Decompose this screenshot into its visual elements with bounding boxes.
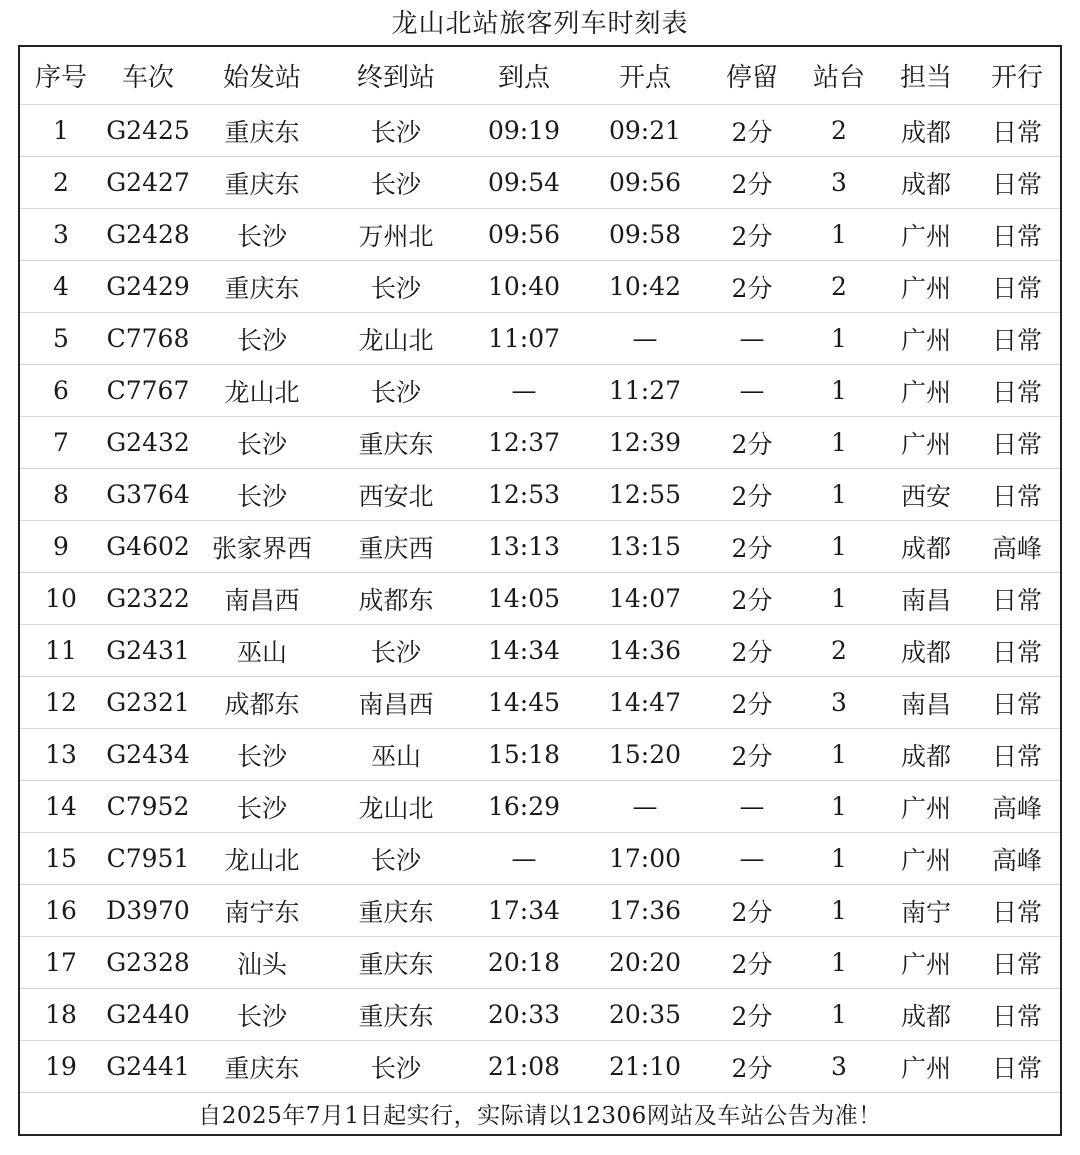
cell-platform: 1 [800, 313, 878, 365]
cell-train-no: G2425 [102, 105, 194, 157]
cell-platform: 1 [800, 781, 878, 833]
cell-origin: 巫山 [194, 625, 330, 677]
col-header-index: 序号 [20, 47, 102, 105]
cell-operator: 广州 [900, 1053, 951, 1083]
cell-destination: 长沙 [330, 365, 462, 417]
cell-index: 3 [20, 209, 102, 261]
table-row [20, 625, 1060, 677]
cell-arrival: 14:45 [462, 677, 586, 729]
cell-service: 高峰 [974, 781, 1060, 833]
cell-index: 17 [20, 937, 102, 989]
cell-service: 日常 [974, 989, 1060, 1041]
cell-stop: — [704, 313, 800, 365]
cell-departure: 10:42 [586, 261, 704, 313]
cell-destination: 长沙 [330, 833, 462, 885]
cell-arrival: 10:40 [462, 261, 586, 313]
cell-origin: 重庆东 [194, 157, 330, 209]
cell-train-no: G2432 [102, 417, 194, 469]
cell-operator: 广州 [878, 417, 974, 469]
cell-origin: 龙山北 [194, 365, 330, 417]
cell-departure: 12:39 [586, 417, 704, 469]
cell-stop: 2分 [704, 469, 800, 521]
cell-origin: 重庆东 [194, 261, 330, 313]
cell-operator: 成都 [878, 157, 974, 209]
cell-destination: 万州北 [330, 209, 462, 261]
cell-train-no: C7767 [102, 365, 194, 417]
cell-operator: 成都 [878, 105, 974, 157]
cell-operator: 西安 [878, 469, 974, 521]
cell-destination: 重庆东 [330, 989, 462, 1041]
cell-departure: 17:36 [586, 885, 704, 937]
cell-stop: — [704, 833, 800, 885]
cell-origin: 南宁东 [194, 885, 330, 937]
cell-origin: 长沙 [194, 469, 330, 521]
cell-stop: — [704, 781, 800, 833]
cell-arrival: 17:34 [462, 885, 586, 937]
cell-train-no: G2440 [102, 989, 194, 1041]
col-header-destination: 终到站 [330, 47, 462, 105]
cell-index: 5 [20, 313, 102, 365]
cell-origin: 汕头 [194, 937, 330, 989]
cell-index: 6 [20, 365, 102, 417]
cell-destination: 长沙 [370, 1053, 421, 1083]
cell-departure: 12:55 [586, 469, 704, 521]
cell-destination: 西安北 [330, 469, 462, 521]
table-row [20, 989, 1060, 1041]
cell-origin: 重庆东 [194, 105, 330, 157]
cell-stop: 2分 [704, 105, 800, 157]
cell-operator: 南昌 [878, 573, 974, 625]
cell-train-no: G3764 [102, 469, 194, 521]
cell-index: 8 [20, 469, 102, 521]
cell-platform: 1 [800, 989, 878, 1041]
cell-train-no: G2321 [102, 677, 194, 729]
cell-operator: 南宁 [878, 885, 974, 937]
cell-departure: 14:36 [586, 625, 704, 677]
cell-origin: 长沙 [194, 729, 330, 781]
cell-service: 日常 [974, 937, 1060, 989]
cell-departure: 14:07 [586, 573, 704, 625]
cell-arrival: 09:19 [462, 105, 586, 157]
cell-index: 13 [20, 729, 102, 781]
cell-arrival: 20:33 [462, 989, 586, 1041]
cell-platform: 2 [800, 261, 878, 313]
table-row [20, 157, 1060, 209]
cell-index: 19 [45, 1052, 77, 1081]
cell-arrival: 12:37 [462, 417, 586, 469]
cell-platform: 1 [800, 573, 878, 625]
table-row [20, 521, 1060, 573]
table-row [20, 781, 1060, 833]
cell-destination: 龙山北 [330, 313, 462, 365]
cell-departure: 09:58 [586, 209, 704, 261]
cell-operator: 广州 [878, 937, 974, 989]
cell-index: 9 [20, 521, 102, 573]
cell-stop: 2分 [704, 417, 800, 469]
cell-destination: 重庆西 [330, 521, 462, 573]
table-row [20, 365, 1060, 417]
cell-arrival: 09:56 [462, 209, 586, 261]
cell-operator: 广州 [878, 833, 974, 885]
cell-service: 日常 [974, 573, 1060, 625]
cell-origin: 长沙 [194, 313, 330, 365]
timetable-body [20, 105, 1060, 1093]
col-header-origin: 始发站 [194, 47, 330, 105]
cell-service: 日常 [974, 729, 1060, 781]
cell-index: 16 [20, 885, 102, 937]
cell-platform: 2 [800, 105, 878, 157]
cell-service: 日常 [974, 157, 1060, 209]
cell-train-no: G2328 [102, 937, 194, 989]
cell-train-no: G2428 [102, 209, 194, 261]
cell-platform: 3 [800, 677, 878, 729]
cell-arrival: 16:29 [462, 781, 586, 833]
cell-service: 日常 [974, 365, 1060, 417]
header-row [20, 47, 1060, 105]
cell-service: 日常 [974, 625, 1060, 677]
cell-departure: 11:27 [586, 365, 704, 417]
cell-operator: 广州 [878, 209, 974, 261]
cell-origin: 长沙 [194, 989, 330, 1041]
table-row [20, 105, 1060, 157]
cell-service: 日常 [991, 1053, 1042, 1083]
cell-origin: 南昌西 [194, 573, 330, 625]
cell-destination: 重庆东 [330, 937, 462, 989]
cell-operator: 成都 [878, 521, 974, 573]
table-row [20, 1041, 1060, 1093]
cell-train-no: C7951 [102, 833, 194, 885]
cell-platform: 1 [800, 417, 878, 469]
col-header-train-no: 车次 [102, 47, 194, 105]
cell-origin: 成都东 [194, 677, 330, 729]
cell-train-no: G2429 [102, 261, 194, 313]
cell-service: 日常 [974, 885, 1060, 937]
cell-service: 日常 [974, 105, 1060, 157]
cell-platform: 3 [800, 157, 878, 209]
cell-departure: 20:35 [586, 989, 704, 1041]
cell-destination: 长沙 [330, 157, 462, 209]
cell-stop: 2分 [704, 625, 800, 677]
cell-stop: 2分 [731, 1053, 773, 1083]
cell-train-no: D3970 [102, 885, 194, 937]
table-row [20, 469, 1060, 521]
cell-stop: 2分 [704, 885, 800, 937]
cell-departure: 09:56 [586, 157, 704, 209]
cell-operator: 成都 [878, 625, 974, 677]
cell-destination: 长沙 [330, 261, 462, 313]
col-header-operator: 担当 [878, 47, 974, 105]
cell-destination: 南昌西 [330, 677, 462, 729]
cell-index: 11 [20, 625, 102, 677]
cell-operator: 成都 [878, 729, 974, 781]
table-row [20, 417, 1060, 469]
cell-operator: 广州 [878, 781, 974, 833]
cell-index: 15 [20, 833, 102, 885]
table-row [20, 833, 1060, 885]
cell-service: 日常 [974, 313, 1060, 365]
cell-stop: 2分 [704, 573, 800, 625]
cell-stop: 2分 [704, 677, 800, 729]
cell-departure: 20:20 [586, 937, 704, 989]
cell-stop: 2分 [704, 937, 800, 989]
cell-operator: 广州 [878, 313, 974, 365]
timetable-frame [18, 45, 1062, 1136]
cell-departure: 17:00 [586, 833, 704, 885]
cell-train-no: C7768 [102, 313, 194, 365]
table-row [20, 885, 1060, 937]
cell-operator: 广州 [878, 365, 974, 417]
cell-platform: 1 [800, 729, 878, 781]
cell-service: 日常 [974, 209, 1060, 261]
cell-destination: 龙山北 [330, 781, 462, 833]
page-title: 龙山北站旅客列车时刻表 [391, 9, 689, 39]
footer-note: 自2025年7月1日起实行，实际请以12306网站及车站公告为准！ [20, 1092, 1060, 1140]
cell-stop: 2分 [704, 157, 800, 209]
table-row [20, 573, 1060, 625]
cell-service: 日常 [974, 469, 1060, 521]
cell-service: 日常 [974, 417, 1060, 469]
col-header-departure: 开点 [586, 47, 704, 105]
cell-stop: 2分 [704, 521, 800, 573]
cell-arrival: 09:54 [462, 157, 586, 209]
cell-operator: 南昌 [878, 677, 974, 729]
table-row [20, 677, 1060, 729]
table-row [20, 209, 1060, 261]
cell-stop: 2分 [704, 729, 800, 781]
cell-arrival: 14:34 [462, 625, 586, 677]
cell-train-no: G4602 [102, 521, 194, 573]
timetable [20, 47, 1060, 1092]
cell-arrival: 13:13 [462, 521, 586, 573]
cell-destination: 重庆东 [330, 417, 462, 469]
cell-arrival: 12:53 [462, 469, 586, 521]
cell-platform: 1 [800, 833, 878, 885]
cell-platform: 1 [800, 521, 878, 573]
cell-origin: 长沙 [194, 209, 330, 261]
cell-operator: 广州 [878, 261, 974, 313]
cell-index: 2 [20, 157, 102, 209]
table-row [20, 313, 1060, 365]
cell-platform: 1 [800, 885, 878, 937]
cell-index: 10 [20, 573, 102, 625]
cell-departure: 09:21 [586, 105, 704, 157]
cell-platform: 1 [800, 365, 878, 417]
col-header-service: 开行 [974, 47, 1060, 105]
cell-departure: 14:47 [586, 677, 704, 729]
cell-index: 14 [20, 781, 102, 833]
cell-train-no: C7952 [102, 781, 194, 833]
cell-departure: 13:15 [586, 521, 704, 573]
cell-service: 日常 [974, 261, 1060, 313]
cell-departure: — [586, 781, 704, 833]
cell-platform: 1 [800, 469, 878, 521]
cell-service: 高峰 [974, 521, 1060, 573]
cell-service: 日常 [974, 677, 1060, 729]
cell-platform: 3 [831, 1052, 847, 1081]
cell-stop: 2分 [704, 209, 800, 261]
cell-index: 7 [20, 417, 102, 469]
cell-departure: 21:10 [608, 1052, 682, 1081]
cell-origin: 长沙 [194, 417, 330, 469]
cell-stop: 2分 [704, 989, 800, 1041]
cell-destination: 长沙 [330, 105, 462, 157]
cell-platform: 1 [800, 937, 878, 989]
cell-arrival: 21:08 [487, 1052, 561, 1081]
table-row [20, 729, 1060, 781]
cell-destination: 巫山 [330, 729, 462, 781]
cell-train-no: G2427 [102, 157, 194, 209]
cell-index: 1 [20, 105, 102, 157]
cell-origin: 龙山北 [194, 833, 330, 885]
cell-destination: 长沙 [330, 625, 462, 677]
cell-platform: 1 [800, 209, 878, 261]
cell-departure: — [586, 313, 704, 365]
cell-arrival: — [462, 833, 586, 885]
cell-arrival: 20:18 [462, 937, 586, 989]
cell-arrival: 11:07 [462, 313, 586, 365]
col-header-arrival: 到点 [462, 47, 586, 105]
cell-arrival: 14:05 [462, 573, 586, 625]
table-row [20, 261, 1060, 313]
cell-train-no: G2434 [102, 729, 194, 781]
cell-departure: 15:20 [586, 729, 704, 781]
table-row [20, 937, 1060, 989]
cell-train-no: G2322 [102, 573, 194, 625]
cell-origin: 长沙 [194, 781, 330, 833]
cell-arrival: — [462, 365, 586, 417]
cell-service: 高峰 [974, 833, 1060, 885]
cell-destination: 重庆东 [330, 885, 462, 937]
cell-platform: 2 [800, 625, 878, 677]
cell-arrival: 15:18 [462, 729, 586, 781]
cell-stop: 2分 [704, 261, 800, 313]
cell-train-no: G2431 [102, 625, 194, 677]
cell-stop: — [704, 365, 800, 417]
cell-origin: 张家界西 [194, 521, 330, 573]
cell-index: 12 [20, 677, 102, 729]
col-header-platform: 站台 [800, 47, 878, 105]
cell-train-no: G2441 [106, 1052, 190, 1081]
cell-index: 4 [20, 261, 102, 313]
cell-origin: 重庆东 [224, 1053, 300, 1083]
col-header-stop: 停留 [704, 47, 800, 105]
cell-destination: 成都东 [330, 573, 462, 625]
cell-operator: 成都 [878, 989, 974, 1041]
cell-index: 18 [20, 989, 102, 1041]
